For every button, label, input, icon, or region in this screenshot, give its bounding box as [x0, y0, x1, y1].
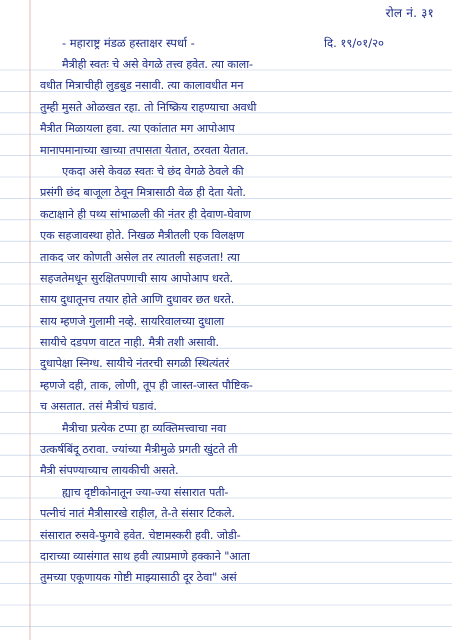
essay-line: दाराच्या व्यासंगात साथ हवी त्याप्रमाणे हक्काने "आता — [40, 549, 250, 563]
essay-body — [40, 54, 452, 589]
essay-line: वधीत मित्राचीही लुडबुड नसावी. त्या कालावधीत मन — [40, 79, 244, 93]
essay-line: दुधापेक्षा स्निग्ध. सायीचे नंतरची सगळी स्थित्यंतरं — [40, 357, 230, 371]
essay-line: एक सहजावस्था होते. निखळ मैत्रीतली एक विलक्षण — [40, 229, 244, 243]
essay-line: मैत्रीचा प्रत्येक टप्पा हा व्यक्तिमत्त्वाचा नवा — [62, 421, 227, 435]
essay-line: तुमच्या एकूणायक गोष्टी माझ्यासाठी दूर ठेवा" असं — [40, 571, 237, 585]
essay-line: पत्नीचं नातं मैत्रीसारखे राहील, ते-ते संसार टिकले. — [40, 507, 235, 521]
essay-line: च असतात. तसं मैत्रीचं घडावं. — [40, 400, 157, 414]
essay-line: म्हणजे दही, ताक, लोणी, तूप ही जास्त-जास्त पौष्टिक- — [40, 378, 253, 392]
competition-title: - महाराष्ट्र मंडळ हस्ताक्षर स्पर्धा - — [62, 36, 195, 50]
essay-line: संसारात रुसवे-फुगवे हवेत. चेष्टामस्करी हवी. जोडी- — [40, 528, 241, 542]
essay-line: सहजतेमधून सुरक्षितपणाची साय आपोआप धरते. — [40, 271, 233, 285]
essay-line: मानापमानाच्या खाच्या तपासता येतात, ठरवता येतात. — [40, 143, 249, 157]
essay-line: ताकद जर कोणती असेल तर त्यातली सहजता! त्या — [40, 250, 240, 264]
essay-line: मैत्रीत मिळायला हवा. त्या एकांतात मग आपोआप — [40, 122, 235, 136]
essay-line: ह्याच दृष्टीकोनातून ज्या-ज्या संसारात पती- — [62, 485, 229, 499]
roll-number: रोल नं. ३१ — [385, 6, 434, 20]
essay-line: साय दुधातूनच तयार होते आणि दुधावर छत धरते. — [40, 293, 235, 307]
essay-line: प्रसंगी छंद बाजूला ठेवून मित्रासाठी वेळ ही देता येतो. — [40, 186, 246, 200]
heading — [62, 36, 442, 51]
essay-line: उत्कर्षबिंदू ठरावा. ज्यांच्या मैत्रीमुळे प्रगती खुंटते ती — [40, 443, 238, 457]
essay-line: मैत्री संपण्याच्याच लायकीची असते. — [40, 464, 179, 478]
essay-line: सायीचे दडपण वाटत नाही. मैत्री तशी असावी. — [40, 336, 219, 350]
date: दि. १९/०१/२० — [324, 36, 385, 50]
essay-line: साय म्हणजे गुलामी नव्हे. सायरिवालच्या दुधाला — [40, 314, 225, 328]
essay-line: मैत्रीही स्वतः चे असे वेगळे तत्त्व हवेत. त्या काला- — [62, 58, 253, 71]
essay-line: कटाक्षाने ही पथ्य सांभाळली की नंतर ही देवाण-घेवाण — [40, 207, 251, 221]
essay-line: तुम्ही मुसते ओळखत रहा. तो निष्क्रिय राहण्याचा अवधी — [40, 100, 257, 114]
essay-line: एकदा असे केवळ स्वतः चे छंद वेगळे ठेवले की — [62, 164, 244, 178]
